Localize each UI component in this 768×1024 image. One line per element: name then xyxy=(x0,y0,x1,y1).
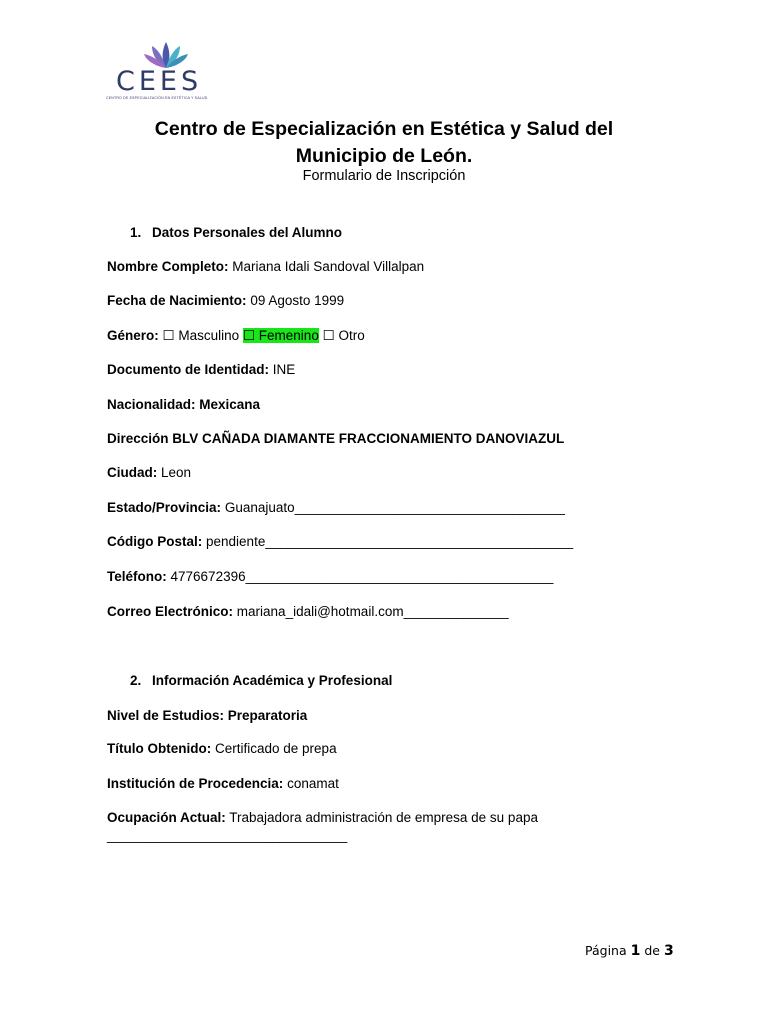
field-genero xyxy=(107,328,365,344)
gender-option-femenino[interactable]: ☐ Femenino xyxy=(242,328,319,343)
field-ocupacion xyxy=(107,810,538,825)
page-title-line1: Centro de Especialización en Estética y Salud del xyxy=(154,118,614,140)
field-value: Trabajadora administración de empresa de su papa xyxy=(229,810,538,825)
field-text: Dirección BLV CAÑADA DIAMANTE FRACCIONAMIENTO DANOVIAZUL xyxy=(107,431,565,446)
field-value: INE xyxy=(272,362,296,377)
field-value: mariana_idali@hotmail.com______________ xyxy=(236,604,509,619)
field-label: Ciudad: xyxy=(107,465,158,480)
logo-text: CEES xyxy=(116,66,203,97)
field-titulo xyxy=(107,741,337,756)
section-heading-academic xyxy=(130,673,392,688)
field-label: Código Postal: xyxy=(107,534,203,549)
field-label: Institución de Procedencia: xyxy=(107,776,284,791)
field-telefono xyxy=(107,569,553,584)
total-pages: 3 xyxy=(663,943,674,959)
section-number: 2. xyxy=(130,673,142,688)
logo-subtitle: CENTRO DE ESPECIALIZACIÓN EN ESTÉTICA Y SALUD xyxy=(106,96,208,100)
field-label: Documento de Identidad: xyxy=(107,362,269,377)
field-nombre xyxy=(107,259,424,274)
gender-option-otro[interactable]: ☐ Otro xyxy=(322,328,365,343)
field-institucion xyxy=(107,776,339,791)
section-title: Información Académica y Profesional xyxy=(152,673,393,688)
blank-line: ________________________________ xyxy=(107,828,348,843)
field-label: Fecha de Nacimiento: xyxy=(107,293,247,308)
field-correo xyxy=(107,604,509,619)
field-label: Correo Electrónico: xyxy=(107,604,234,619)
field-documento xyxy=(107,362,295,377)
field-estado xyxy=(107,500,565,515)
field-text: Nivel de Estudios: Preparatoria xyxy=(107,708,308,723)
field-text: Nacionalidad: Mexicana xyxy=(107,397,261,412)
field-value: Mariana Idali Sandoval Villalpan xyxy=(232,259,425,274)
of-word: de xyxy=(644,943,660,958)
field-nacionalidad xyxy=(107,397,260,412)
field-label: Teléfono: xyxy=(107,569,167,584)
field-value: Leon xyxy=(161,465,192,480)
page-title-line2: Municipio de León. xyxy=(295,145,473,167)
field-label: Género: xyxy=(107,328,159,343)
field-value: 4776672396_________________________________________ xyxy=(170,569,554,584)
field-label: Título Obtenido: xyxy=(107,741,212,756)
page-number xyxy=(585,943,674,959)
section-title: Datos Personales del Alumno xyxy=(152,225,343,240)
page-word: Página xyxy=(585,943,627,958)
field-ciudad xyxy=(107,465,191,480)
field-direccion xyxy=(107,431,564,446)
field-value: Certificado de prepa xyxy=(215,741,337,756)
field-value: Guanajuato____________________________________ xyxy=(224,500,565,515)
section-number: 1. xyxy=(130,225,142,240)
cees-logo xyxy=(104,40,232,102)
field-label: Nombre Completo: xyxy=(107,259,229,274)
field-label: Estado/Provincia: xyxy=(107,500,222,515)
field-value: 09 Agosto 1999 xyxy=(250,293,345,308)
form-subtitle: Formulario de Inscripción xyxy=(302,168,466,184)
section-heading-personal xyxy=(130,225,342,240)
field-fecha-nacimiento xyxy=(107,293,344,308)
field-value: conamat xyxy=(287,776,339,791)
field-label: Ocupación Actual: xyxy=(107,810,226,825)
current-page: 1 xyxy=(630,943,641,959)
field-nivel-estudios xyxy=(107,708,307,723)
gender-option-masculino[interactable]: ☐ Masculino xyxy=(162,328,240,343)
field-value: pendiente_________________________________________ xyxy=(206,534,574,549)
field-codigo-postal xyxy=(107,534,573,549)
